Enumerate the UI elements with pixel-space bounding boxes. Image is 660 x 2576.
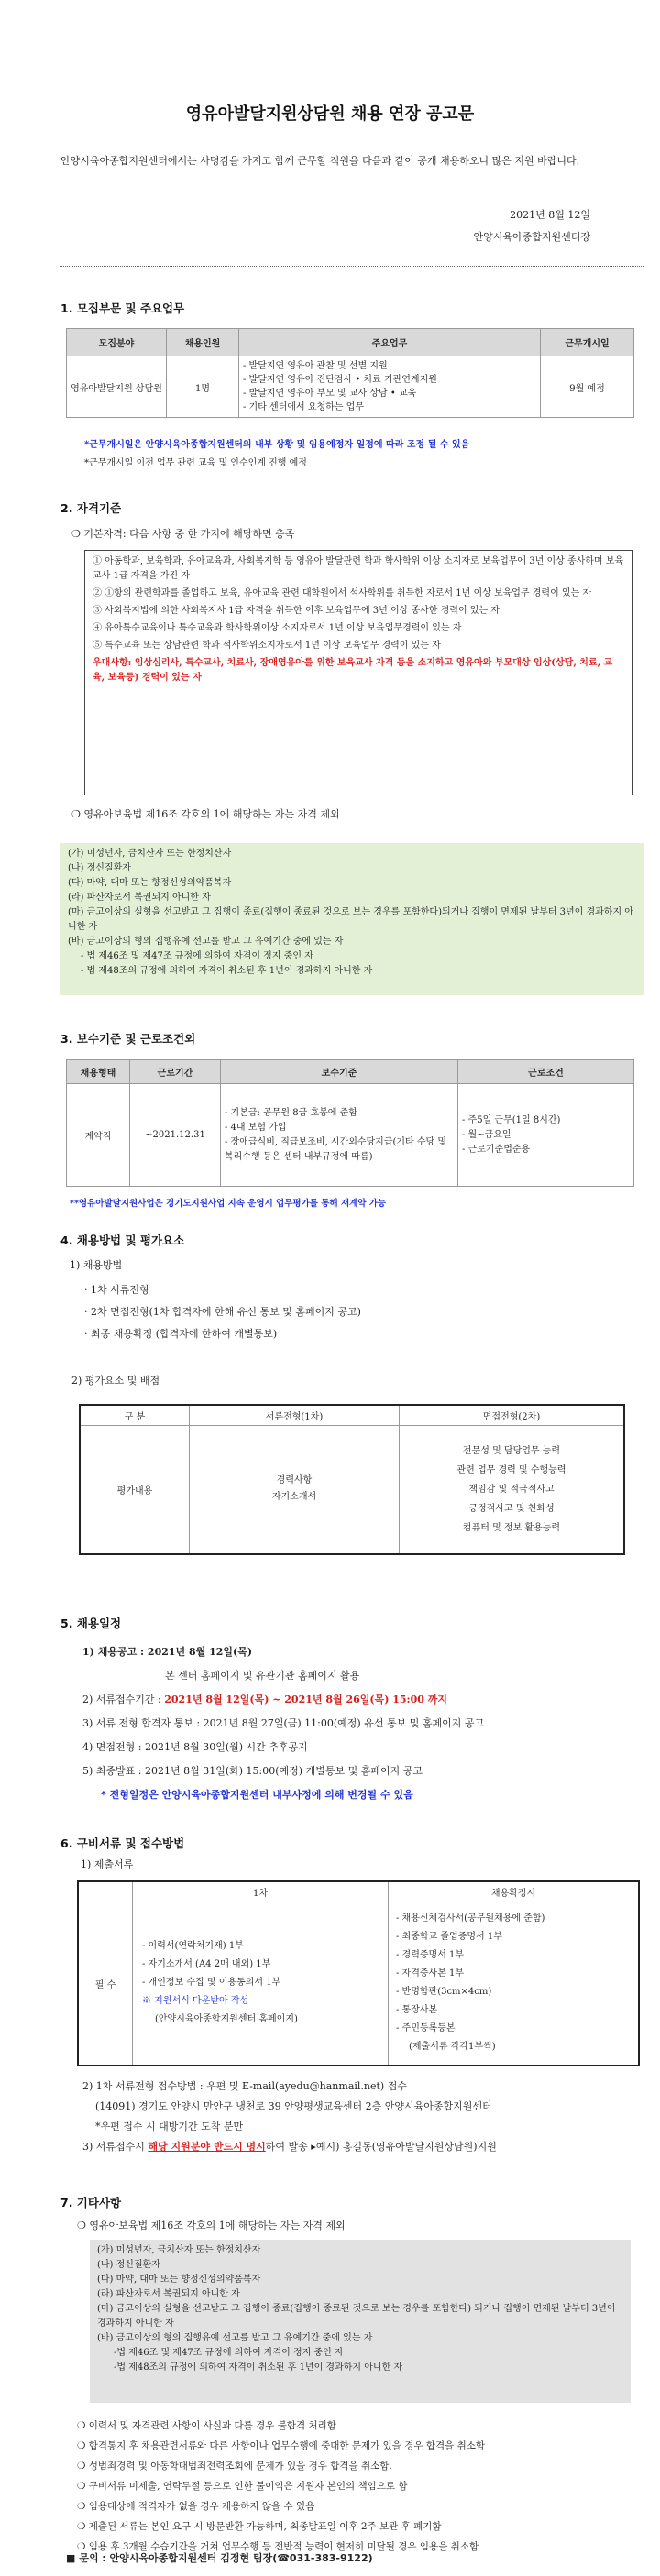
divider (60, 266, 644, 267)
exclusion-item: (다) 마약, 대마 또는 향정신성의약품복자 (68, 878, 232, 888)
eval-item: 책임감 및 적극적사고 (468, 1484, 555, 1495)
qual-item: ④ 유아특수교육이나 특수교육과 학사학위이상 소지자로서 1년 이상 보육업무경력이 있는 자 (93, 623, 462, 633)
doc-item: - 최종학교 졸업증명서 1부 (396, 1932, 502, 1943)
note-item: ❍ 구비서류 미제출, 연락두절 등으로 인한 불이익은 지원자 본인의 책임으로 함 (77, 2481, 408, 2492)
exclusion-item: (마) 금고이상의 실형을 선고받고 그 집행이 종료(집행이 종료된 것으로 보는 경우를 포함한다)되거나 집행이 면제된 날부터 3년이 경과하지 아니한 자 (68, 907, 633, 932)
exclusion-item: (바) 금고이상의 형의 집행유예 선고를 받고 그 유예기간 중에 있는 자 (97, 2333, 373, 2343)
pay-item: - 기본급: 공무원 8급 호봉에 준함 (225, 1107, 358, 1118)
eval-item: 경력사항 (276, 1475, 313, 1486)
application-period: 2021년 8월 12일(목) ~ 2021년 8월 26일(목) 15:00 까지 (164, 1694, 448, 1705)
pay-item: - 4대 보험 가입 (225, 1122, 287, 1133)
recruit-table (66, 328, 634, 418)
docs-row-label: 필 수 (78, 1902, 133, 2066)
count-cell: 1명 (167, 356, 239, 418)
submission-line: *우편 접수 시 대방기간 도착 분만 (95, 2121, 244, 2132)
start-cell: 9월 예정 (541, 356, 634, 418)
doc-item: - 자기소개서 (A4 2매 내외) 1부 (142, 1959, 271, 1970)
condition-cell (458, 1084, 634, 1187)
note-item: ❍ 임용 후 3개월 수습기간을 거쳐 업무수행 등 전반적 능력이 현저히 미달될 경우 임용을 취소함 (77, 2541, 479, 2552)
doc-item: (안양시육아종합지원센터 홈페이지) (155, 2014, 298, 2025)
note-item: ❍ 제출된 서류는 본인 요구 시 방문반환 가능하며, 최종발표일 이후 2주 보관 후 폐기함 (77, 2521, 442, 2532)
section-6-heading: 6. 구비서류 및 접수방법 (60, 1836, 185, 1850)
col-header: 주요업무 (239, 329, 541, 356)
condition-item: - 근로기준법준용 (462, 1144, 531, 1155)
schedule-item (82, 1688, 484, 1712)
condition-item: - 월~금요일 (462, 1129, 512, 1140)
exclusion-item: (가) 미성년자, 금치산자 또는 한정치산자 (97, 2245, 261, 2255)
eval-row-label: 평가내용 (80, 1426, 190, 1554)
schedule-label: 2) 서류접수기간 : (82, 1694, 165, 1705)
schedule-item: 3) 서류 전형 합격자 통보 : 2021년 8월 27일(금) 11:00(예정) 유선 통보 및 홈페이지 공고 (82, 1717, 485, 1729)
documents-table (77, 1880, 640, 2066)
condition-item: - 주5일 근무(1일 8시간) (462, 1114, 561, 1125)
doc-item: - 채용신체검사서(공무원채용에 준함) (396, 1913, 545, 1924)
schedule-item: 1) 채용공고 : 2021년 8월 12일(목) (82, 1646, 253, 1658)
schedule-note: * 전형일정은 안양시육아종합지원센터 내부사정에 의해 변경될 수 있음 (101, 1789, 413, 1801)
exclusion-label: ❍ 영유아보육법 제16조 각호의 1에 해당하는 자는 자격 제외 (72, 808, 340, 820)
doc-item: (제출서류 각각1부씩) (409, 2042, 496, 2053)
period-cell: ~2021.12.31 (130, 1084, 221, 1187)
col-header: 보수기준 (221, 1060, 458, 1084)
exclusion-box (90, 2240, 631, 2403)
type-cell: 계약직 (67, 1084, 130, 1187)
exclusion-item: -법 제48조의 규정에 의하여 자격이 취소된 후 1년이 경과하지 아니한 자 (114, 2362, 403, 2373)
schedule-item: 본 센터 홈페이지 및 유관기관 홈페이지 활용 (165, 1670, 360, 1682)
qual-item: ② ①항의 관련학과를 졸업하고 보육, 유아교육 관련 대학원에서 석사학위를 취득한 자로서 1년 이상 보육업무 경력이 있는 자 (93, 588, 592, 598)
schedule-list (82, 1640, 484, 1807)
method-item: · 2차 면접전형(1차 합격자에 한해 유선 통보 및 홈페이지 공고) (84, 1306, 361, 1318)
note-item: ❍ 임용대상에 적격자가 없을 경우 재용하지 않을 수 있음 (77, 2501, 315, 2512)
intro-text: 안양시육아종합지원센터에서는 사명감을 가지고 함께 근무할 직원을 다음과 같이 공개 채용하오니 많은 지원 바랍니다. (60, 155, 580, 167)
col-header: 근로기간 (130, 1060, 221, 1084)
doc-eval-cell (190, 1426, 400, 1554)
section-7-heading: 7. 기타사항 (60, 2196, 122, 2209)
recruit-note: *근무개시일 이전 업무 관련 교육 및 인수인계 진행 예정 (84, 458, 307, 468)
exclusion-item: -법 제46조 및 제47조 규정에 의하여 자격이 정지 중인 자 (114, 2348, 344, 2358)
col-header: 1차 (133, 1881, 389, 1902)
pay-item: - 장애급식비, 직급보조비, 시간외수당지급(기타 수당 및 복리수행 등은 센터 내부규정에 따름) (225, 1136, 447, 1162)
notice-date: 2021년 8월 12일 (510, 209, 590, 221)
exclusion-item: - 법 제46조 및 제47조 규정에 의하여 자격이 정지 중인 자 (81, 951, 314, 961)
exclusion-item: (가) 미성년자, 금치산자 또는 한정치산자 (68, 849, 232, 859)
exclusion-item: (마) 금고이상의 실형을 선고받고 그 집행이 종료(집행이 종료된 것으로 보는 경우를 포함한다) 되거나 집행이 면제된 날부터 3년이 경과하지 아니한 자 (97, 2304, 616, 2329)
doc-item: - 반명함판(3cm×4cm) (396, 1987, 492, 1998)
eval-item: 관련 업무 경력 및 수행능력 (456, 1464, 566, 1475)
pay-cell (221, 1084, 458, 1187)
eval-item: 전문성 및 담당업무 능력 (462, 1445, 561, 1456)
basic-qual-label: ❍ 기본자격: 다음 사항 중 한 가지에 해당하면 충족 (72, 528, 295, 540)
exclusion-label: ❍ 영유아보육법 제16조 각호의 1에 해당하는 자는 자격 제외 (77, 2220, 346, 2231)
section-3-heading: 3. 보수기준 및 근로조건외 (60, 1032, 196, 1046)
submission-line (82, 2137, 651, 2157)
duty-item: - 기타 센터에서 요청하는 업무 (243, 402, 365, 412)
interview-eval-cell (400, 1426, 625, 1554)
exclusion-item: (라) 파산자로서 복권되지 아니한 자 (68, 893, 211, 903)
salary-table (66, 1059, 634, 1187)
priority-text: 우대사항: 임상심리사, 특수교사, 치료사, 장애영유아를 위한 보육교사 자격 등을 소지하고 영유아와 부모대상 임상(상담, 치료, 교육, 보육등) 경력이 있는 자 (93, 658, 613, 683)
method-item: · 최종 채용확정 (합격자에 한하여 개별통보) (84, 1328, 278, 1340)
docs-label: 1) 제출서류 (81, 1858, 134, 1870)
col-header: 채용인원 (167, 329, 239, 356)
doc-item: - 주민등록등본 (396, 2023, 456, 2034)
note-item: ❍ 성범죄경력 및 아동학대범죄전력조회에 문제가 있을 경우 합격을 취소함. (77, 2461, 392, 2472)
doc-item: - 개인정보 수집 및 이용동의서 1부 (142, 1978, 281, 1989)
qual-item: ⑤ 특수교육 또는 상담관련 학과 석사학위소지자로서 1년 이상 보육업무 경력이 있는 자 (93, 641, 441, 651)
exclusion-item: (나) 정신질환자 (68, 863, 131, 873)
submission-info (82, 2077, 651, 2157)
doc-item: - 자격증사본 1부 (396, 1968, 465, 1979)
exclusion-item: (바) 금고이상의 형의 집행유예 선고를 받고 그 유예기간 중에 있는 자 (68, 937, 344, 947)
method-list (84, 1279, 361, 1345)
duties-cell (239, 356, 541, 418)
eval-item: 컴퓨터 및 정보 활용능력 (462, 1522, 561, 1533)
submission-text: 하여 발송 ▸예시) 홍길동(영유아발달지원상담원)지원 (265, 2141, 497, 2153)
qualification-box (84, 550, 632, 795)
other-notes (77, 2416, 636, 2557)
method-label: 1) 채용방법 (70, 1259, 123, 1271)
col-header: 구 분 (80, 1405, 190, 1426)
qual-item: ① 아동학과, 보육학과, 유아교육과, 사회복지학 등 영유아 발달관련 학과 학사학위 이상 소지자로 보육업무에 3년 이상 종사하며 보육교사 1급 자격을 가진 자 (93, 556, 624, 581)
col-header: 채용확정시 (389, 1881, 640, 1902)
doc-item: - 이력서(연락처기재) 1부 (142, 1941, 244, 1952)
submission-address: (14091) 경기도 안양시 만안구 냉천로 39 안양평생교육센터 2층 안양시육아종합지원센터 (95, 2100, 492, 2112)
col-header: 근무개시일 (541, 329, 634, 356)
col-header-empty (78, 1881, 133, 1902)
section-5-heading: 5. 채용일정 (60, 1617, 122, 1630)
recruit-note: *근무개시일은 안양시육아종합지원센터의 내부 상황 및 임용예정자 일정에 따라 조정 될 수 있음 (84, 440, 470, 450)
exclusion-item: - 법 제48조의 규정에 의하여 자격이 취소된 후 1년이 경과하지 아니한 자 (81, 966, 373, 976)
exclusion-box (60, 843, 644, 995)
eval-label: 2) 평가요소 및 배점 (72, 1375, 160, 1387)
schedule-item: 4) 면접전형 : 2021년 8월 30일(월) 시간 추후공지 (82, 1741, 308, 1753)
doc-item: - 통장사본 (396, 2005, 438, 2016)
submission-emphasis: 해당 지원분야 반드시 명시 (148, 2141, 266, 2153)
first-docs-cell (133, 1902, 389, 2066)
col-header: 면접전형(2차) (400, 1405, 625, 1426)
method-item: · 1차 서류전형 (84, 1284, 149, 1296)
eval-item: 자기소개서 (271, 1492, 317, 1503)
duty-item: - 발달지연 영유아 부모 및 교사 상담 • 교육 (243, 389, 417, 399)
section-4-heading: 4. 채용방법 및 평가요소 (60, 1233, 185, 1247)
col-header: 근로조건 (458, 1060, 634, 1084)
col-header: 서류전형(1차) (190, 1405, 400, 1426)
col-header: 채용형태 (67, 1060, 130, 1084)
submission-line: 2) 1차 서류전형 접수방법 : 우편 및 E-mail(ayedu@hanmail.net) 접수 (82, 2080, 407, 2092)
final-docs-cell (389, 1902, 640, 2066)
field-cell: 영유아발달지원 상담원 (67, 356, 167, 418)
issuing-org: 안양시육아종합지원센터장 (473, 231, 590, 243)
eval-table (79, 1404, 625, 1555)
schedule-item: 5) 최종발표 : 2021년 8월 31일(화) 15:00(예정) 개별통보 및 홈페이지 공고 (82, 1765, 423, 1777)
exclusion-item: (라) 파산자로서 복권되지 아니한 자 (97, 2289, 240, 2299)
note-item: ❍ 이력서 및 자격관련 사항이 사실과 다를 경우 불합격 처리함 (77, 2420, 336, 2431)
duty-item: - 발달지연 영유아 관찰 및 선별 지원 (243, 361, 388, 371)
contact-info: ■ 문의 : 안양시육아종합지원센터 김정현 팀장(☎031-383-9122) (66, 2552, 373, 2564)
doc-item: ※ 지원서식 다운받아 작성 (142, 1996, 249, 2007)
exclusion-item: (나) 정신질환자 (97, 2260, 160, 2270)
section-2-heading: 2. 자격기준 (60, 501, 122, 515)
section-1-heading: 1. 모집부문 및 주요업무 (60, 301, 185, 315)
exclusion-item: (다) 마약, 대마 또는 향정신성의약품복자 (97, 2275, 261, 2285)
renewal-note: **영유아발달지원사업은 경기도지원사업 지속 운영시 업무평가를 통해 재계약 가능 (70, 1199, 387, 1209)
eval-item: 긍정적사고 및 친화성 (468, 1503, 555, 1514)
col-header: 모집분야 (67, 329, 167, 356)
qual-item: ③ 사회복지법에 의한 사회복지사 1급 자격을 취득한 이후 보육업무에 3년 이상 종사한 경력이 있는 자 (93, 606, 500, 616)
note-item: ❍ 합격통지 후 채용관련서류와 다른 사항이나 업무수행에 중대한 문제가 있을 경우 합격을 취소함 (77, 2440, 486, 2451)
doc-item: - 경력증명서 1부 (396, 1950, 465, 1961)
duty-item: - 발달지연 영유아 진단검사 • 치료 기관연계지원 (243, 375, 437, 385)
submission-text: 3) 서류접수시 (82, 2141, 148, 2153)
page-title: 영유아발달지원상담원 채용 연장 공고문 (185, 104, 475, 124)
